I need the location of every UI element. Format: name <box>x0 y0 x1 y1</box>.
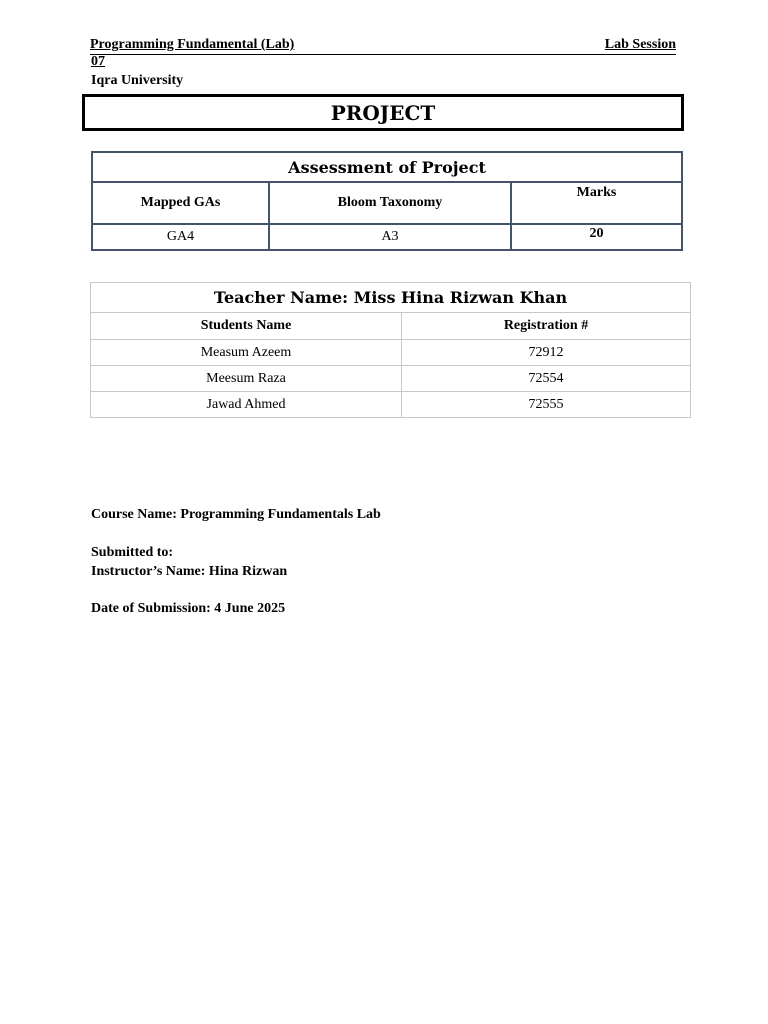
teacher-name-caption: Teacher Name: Miss Hina Rizwan Khan <box>91 283 691 313</box>
mapped-ga-value: GA4 <box>92 224 269 250</box>
student-name: Jawad Ahmed <box>91 392 402 418</box>
marks-value: 20 <box>511 224 682 250</box>
student-name: Measum Azeem <box>91 340 402 366</box>
registration-number: 72912 <box>402 340 691 366</box>
document-header <box>90 36 676 55</box>
student-name: Meesum Raza <box>91 366 402 392</box>
students-table <box>90 282 691 418</box>
column-header-mapped-gas: Mapped GAs <box>92 182 269 224</box>
submission-date: Date of Submission: 4 June 2025 <box>91 601 286 616</box>
project-title: PROJECT <box>330 101 436 125</box>
table-row <box>91 366 691 392</box>
bloom-taxonomy-value: A3 <box>269 224 511 250</box>
assessment-header-row <box>92 182 682 224</box>
assessment-table <box>91 151 683 251</box>
table-row <box>91 392 691 418</box>
column-header-marks: Marks <box>511 182 682 224</box>
registration-number: 72554 <box>402 366 691 392</box>
students-header-row <box>91 313 691 340</box>
course-title: Programming Fundamental (Lab) <box>90 37 295 52</box>
project-title-box <box>82 94 684 131</box>
table-row <box>91 340 691 366</box>
registration-number: 72555 <box>402 392 691 418</box>
course-name: Course Name: Programming Fundamentals Lab <box>91 507 381 522</box>
lab-session-label: Lab Session <box>604 37 676 52</box>
instructor-name: Instructor’s Name: Hina Rizwan <box>91 564 288 579</box>
submitted-to: Submitted to: <box>91 545 174 560</box>
column-header-students-name: Students Name <box>91 313 402 340</box>
column-header-bloom-taxonomy: Bloom Taxonomy <box>269 182 511 224</box>
column-header-registration: Registration # <box>402 313 691 340</box>
assessment-row <box>92 224 682 250</box>
lab-session-number: 07 <box>91 54 105 69</box>
university-name: Iqra University <box>91 73 184 88</box>
assessment-caption: Assessment of Project <box>92 152 682 182</box>
